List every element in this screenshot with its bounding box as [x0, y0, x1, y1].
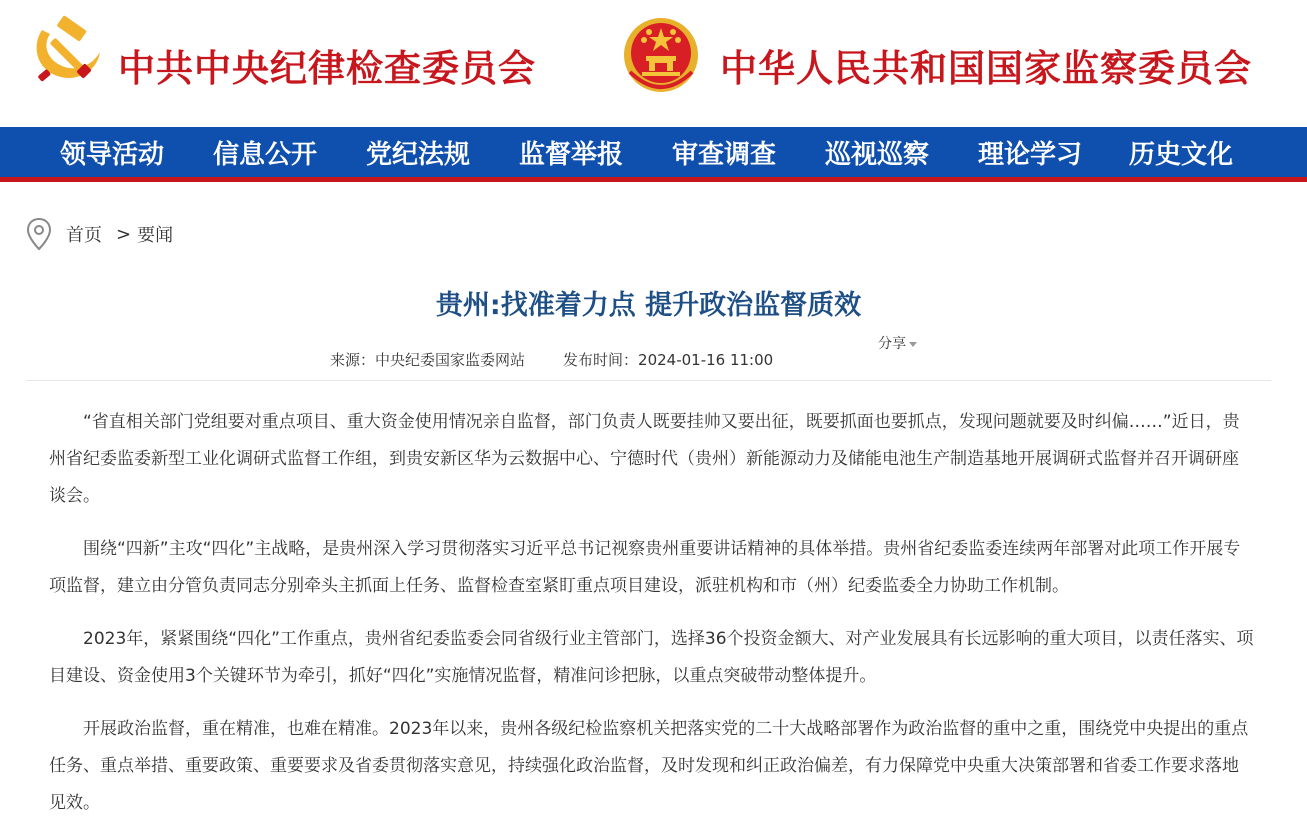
breadcrumb — [26, 216, 173, 252]
nav-item-investigation[interactable]: 审查调查 — [672, 140, 777, 170]
share-label: 分享 — [878, 336, 906, 352]
article-paragraph: 围绕“四新”主攻“四化”主战略，是贵州深入学习贯彻落实习近平总书记视察贵州重要讲话精神的具体举措。贵州省纪委监委连续两年部署对此项工作开展专项监督，建立由分管负责同志分别牵头主抓面上任务、监督检查室紧盯重点项目建设，派驻机构和市（州）纪委监委全力协助工作机制。 — [49, 539, 1241, 596]
article-source: 来源：中央纪委国家监委网站 — [330, 351, 526, 369]
chevron-down-icon — [909, 342, 917, 347]
breadcrumb-current[interactable]: 要闻 — [137, 225, 174, 246]
divider — [26, 380, 1271, 381]
national-emblem-icon[interactable] — [622, 14, 700, 96]
org-title-nsc: 中华人民共和国国家监察委员会 — [720, 46, 1252, 90]
breadcrumb-home-link[interactable]: 首页 — [66, 225, 102, 246]
location-pin-icon — [26, 217, 52, 251]
article-paragraph: 2023年，紧紧围绕“四化”工作重点，贵州省纪委监委会同省级行业主管部门，选择36个投资金额大、对产业发展具有长远影响的重大项目，以责任落实、项目建设、资金使用3个关键环节为牵引，抓好“四化”实施情况监督，精准问诊把脉，以重点突破带动整体提升。 — [49, 629, 1254, 686]
nav-item-report[interactable]: 监督举报 — [519, 140, 624, 170]
article-meta — [330, 349, 773, 370]
site-header — [0, 0, 1307, 127]
nav-item-disclosure[interactable]: 信息公开 — [213, 140, 318, 170]
article-title: 贵州:找准着力点 提升政治监督质效 — [435, 290, 862, 321]
publish-label: 发布时间： — [563, 351, 639, 369]
main-nav — [0, 127, 1307, 177]
org-title-ccdi: 中共中央纪律检查委员会 — [118, 46, 536, 90]
article-body — [49, 404, 1255, 838]
article-paragraph: “省直相关部门党组要对重点项目、重大资金使用情况亲自监督，部门负责人既要挂帅又要出征，既要抓面也要抓点，发现问题就要及时纠偏……”近日，贵州省纪委监委新型工业化调研式监督工作组，到贵安新区华为云数据中心、宁德时代（贵州）新能源动力及储能电池生产制造基地开展调研式监督并召开调研座谈会。 — [49, 412, 1240, 506]
nav-item-leadership[interactable]: 领导活动 — [60, 140, 165, 170]
nav-item-history[interactable]: 历史文化 — [1129, 140, 1234, 170]
nav-item-inspection[interactable]: 巡视巡察 — [825, 140, 930, 170]
nav-item-theory[interactable]: 理论学习 — [978, 140, 1083, 170]
share-button[interactable] — [878, 333, 917, 353]
breadcrumb-separator: > — [116, 223, 132, 245]
nav-divider — [0, 177, 1307, 182]
party-emblem-icon[interactable] — [28, 14, 104, 90]
article-paragraph: 开展政治监督，重在精准，也难在精准。2023年以来，贵州各级纪检监察机关把落实党的二十大战略部署作为政治监督的重中之重，围绕党中央提出的重点任务、重点举措、重要政策、重要要求及省委贯彻落实意见，持续强化政治监督，及时发现和纠正政治偏差，有力保障党中央重大决策部署和省委工作要求落地见效。 — [49, 719, 1249, 813]
publish-time: 2024-01-16 11:00 — [638, 351, 774, 369]
nav-item-regulations[interactable]: 党纪法规 — [366, 140, 471, 170]
